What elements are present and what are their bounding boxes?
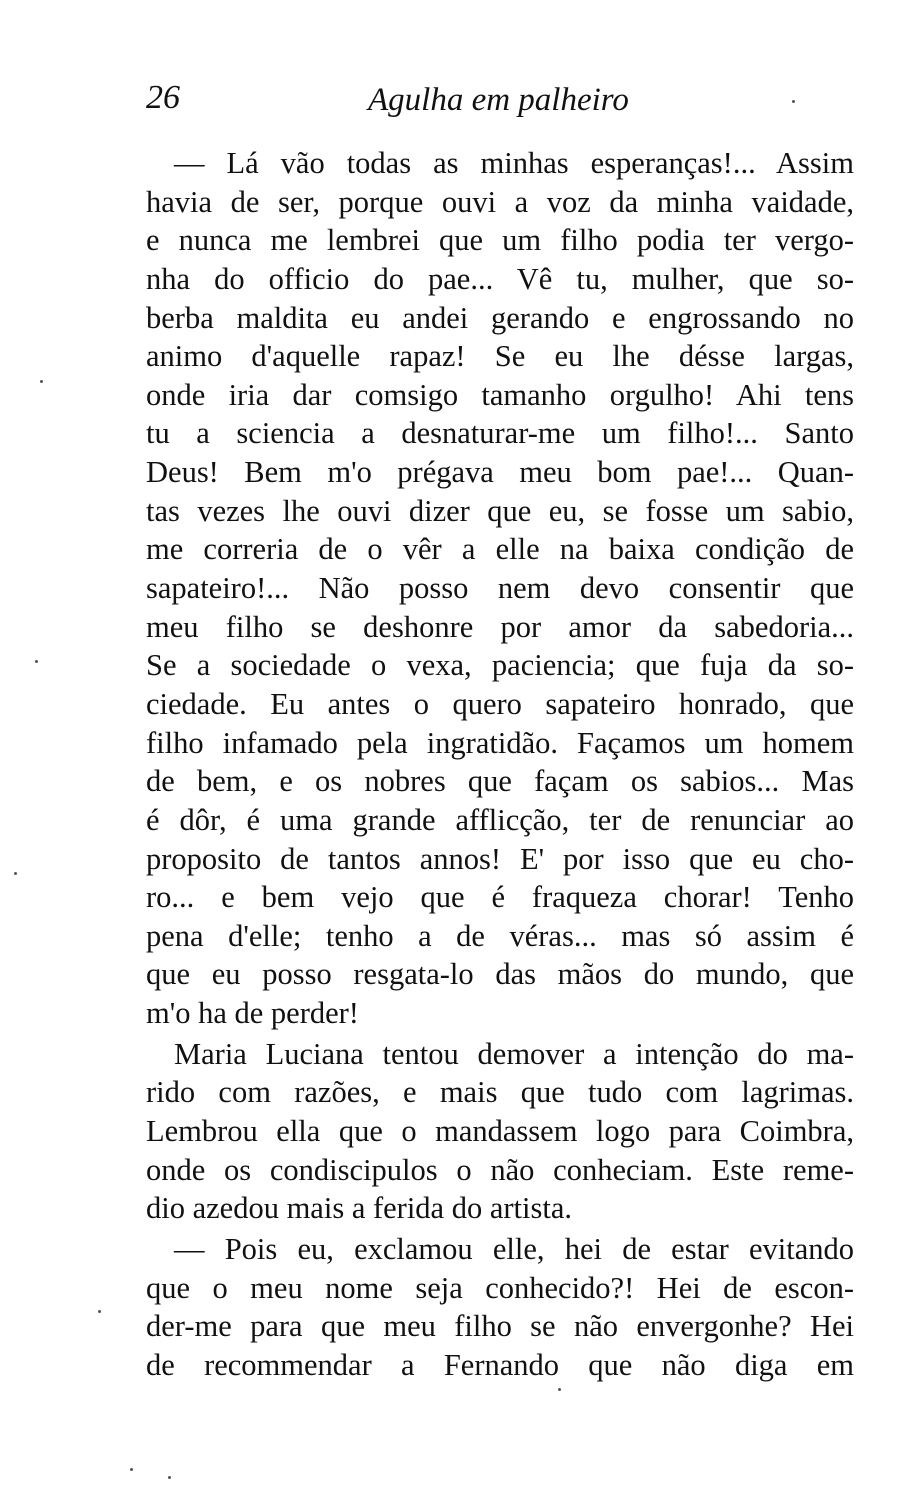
- text-line: de bem, e os nobres que façam os sabios... Mas: [146, 764, 854, 799]
- text-line: der-me para que meu filho se não envergonhe? Hei: [146, 1309, 854, 1344]
- running-title: Agulha em palheiro: [368, 82, 629, 118]
- text-line: Lembrou ella que o mandassem logo para Coimbra,: [146, 1114, 854, 1149]
- page-number: 26: [146, 79, 180, 116]
- text-line: meu filho se deshonre por amor da sabedoria...: [146, 609, 854, 644]
- scan-speck: [792, 100, 795, 103]
- text-line: rido com razões, e mais que tudo com lagrimas.: [146, 1075, 854, 1110]
- scan-speck: [40, 380, 43, 383]
- text-line: filho infamado pela ingratidão. Façamos um homem: [146, 725, 854, 760]
- text-line: m'o ha de perder!: [146, 996, 359, 1031]
- scan-speck: [168, 1476, 171, 1479]
- scan-speck: [14, 872, 17, 875]
- text-line: de recommendar a Fernando que não diga em: [146, 1347, 854, 1382]
- text-line: nha do officio do pae... Vê tu, mulher, que so-: [146, 261, 854, 296]
- text-line: onde iria dar comsigo tamanho orgulho! Ahi tens: [146, 377, 854, 412]
- text-line: berba maldita eu andei gerando e engrossando no: [146, 300, 854, 335]
- text-line: ciedade. Eu antes o quero sapateiro honrado, que: [146, 686, 854, 721]
- text-line: — Lá vão todas as minhas esperanças!... Assim: [174, 146, 854, 180]
- text-line: que eu posso resgata-lo das mãos do mundo, que: [146, 957, 854, 992]
- text-line: tu a sciencia a desnaturar-me um filho!... Santo: [146, 416, 854, 451]
- text-line: e nunca me lembrei que um filho podia ter vergo-: [146, 223, 854, 258]
- text-line: dio azedou mais a ferida do artista.: [146, 1191, 572, 1226]
- scan-speck: [35, 660, 38, 663]
- text-line: pena d'elle; tenho a de véras... mas só assim é: [146, 918, 854, 953]
- scan-speck: [558, 1388, 561, 1391]
- text-line: Maria Luciana tentou demover a intenção do ma-: [174, 1036, 854, 1071]
- text-line: havia de ser, porque ouvi a voz da minha vaidade,: [146, 184, 854, 219]
- text-line: proposito de tantos annos! E' por isso que eu cho-: [146, 841, 854, 876]
- text-line: que o meu nome seja conhecido?! Hei de escon-: [146, 1270, 854, 1305]
- text-line: onde os condiscipulos o não conheciam. Este reme-: [146, 1152, 854, 1187]
- text-line: sapateiro!... Não posso nem devo consentir que: [146, 571, 854, 606]
- text-line: ro... e bem vejo que é fraqueza chorar! Tenho: [146, 880, 854, 915]
- scan-speck: [98, 1310, 101, 1313]
- text-line: Se a sociedade o vexa, paciencia; que fuja da so-: [146, 648, 854, 683]
- body-text: [146, 144, 854, 1385]
- text-line: Deus! Bem m'o prégava meu bom pae!... Quan-: [146, 455, 854, 490]
- text-line: tas vezes lhe ouvi dizer que eu, se fosse um sabio,: [146, 493, 854, 528]
- scan-speck: [130, 1468, 133, 1471]
- text-line: é dôr, é uma grande afflicção, ter de renunciar ao: [146, 802, 854, 837]
- text-line: — Pois eu, exclamou elle, hei de estar evitando: [174, 1231, 854, 1266]
- text-line: animo d'aquelle rapaz! Se eu lhe désse largas,: [146, 339, 854, 374]
- text-line: me correria de o vêr a elle na baixa condição de: [146, 532, 854, 567]
